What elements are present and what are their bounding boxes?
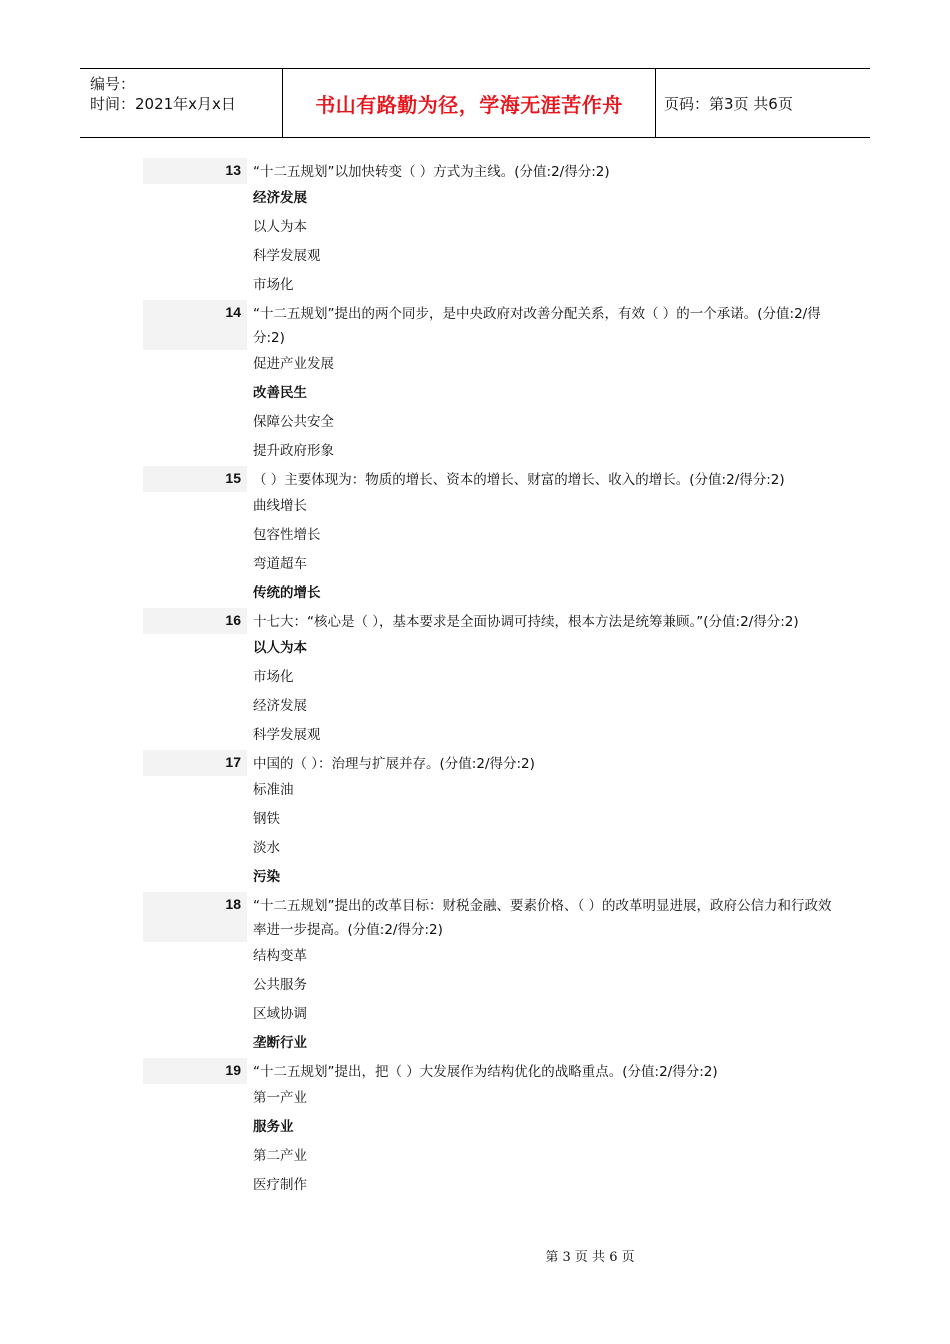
answer-option: 钢铁: [253, 811, 280, 827]
answer-option: 淡水: [253, 840, 280, 856]
question-number: 19: [143, 1058, 247, 1084]
question-text: 中国的（ ）：治理与扩展并存。(分值:2/得分:2): [253, 756, 535, 772]
question-text: 十七大：“核心是（ ），基本要求是全面协调可持续，根本方法是统筹兼顾。”(分值:2/得分:2): [253, 614, 799, 630]
answer-option: 促进产业发展: [253, 356, 334, 372]
question-text: “十二五规划”以加快转变（ ）方式为主线。(分值:2/得分:2): [253, 164, 610, 180]
answer-option: 科学发展观: [253, 248, 321, 264]
question-row: [143, 750, 833, 776]
header-page-number: 页码：第3页 共6页: [664, 94, 793, 113]
answer-option: 以人为本: [253, 219, 307, 235]
answer-option: 弯道超车: [253, 556, 307, 572]
question-row: [143, 608, 833, 634]
question-number: 17: [143, 750, 247, 776]
header-motto: 书山有路勤为径，学海无涯苦作舟: [283, 69, 656, 137]
question-text: （ ）主要体现为：物质的增长、资本的增长、财富的增长、收入的增长。(分值:2/得分:2): [253, 472, 785, 488]
answer-option-correct: 传统的增长: [253, 585, 321, 601]
answer-option: 市场化: [253, 669, 294, 685]
question-list: [143, 158, 833, 1200]
question-item: [143, 750, 833, 892]
question-item: [143, 158, 833, 300]
answer-option: 第一产业: [253, 1090, 307, 1106]
answer-option: 结构变革: [253, 948, 307, 964]
page-header: [80, 68, 870, 138]
question-row: [143, 892, 833, 942]
question-number: 15: [143, 466, 247, 492]
answer-option: 区域协调: [253, 1006, 307, 1022]
question-text: “十二五规划”提出的改革目标：财税金融、要素价格、（ ）的改革明显进展，政府公信力和行政效率进一步提高。(分值:2/得分:2): [253, 898, 832, 938]
answer-option-correct: 改善民生: [253, 385, 307, 401]
answer-option-correct: 垄断行业: [253, 1035, 307, 1051]
question-text: “十二五规划”提出，把（ ）大发展作为结构优化的战略重点。(分值:2/得分:2): [253, 1064, 718, 1080]
question-item: [143, 608, 833, 750]
question-number: 13: [143, 158, 247, 184]
answer-option-correct: 服务业: [253, 1119, 294, 1135]
page-footer: 第 3 页 共 6 页: [545, 1250, 635, 1265]
answer-option: 标准油: [253, 782, 294, 798]
answer-option: 保障公共安全: [253, 414, 334, 430]
answer-option-correct: 污染: [253, 869, 280, 885]
question-item: [143, 300, 833, 466]
question-number: 16: [143, 608, 247, 634]
time-label: 时间：2021年x月x日: [90, 95, 236, 113]
question-row: [143, 466, 833, 492]
answer-option: 市场化: [253, 277, 294, 293]
answer-option: 第二产业: [253, 1148, 307, 1164]
header-meta: [80, 69, 283, 137]
answer-option: 科学发展观: [253, 727, 321, 743]
answer-option: 公共服务: [253, 977, 307, 993]
answer-option: 经济发展: [253, 698, 307, 714]
answer-option-correct: 经济发展: [253, 190, 307, 206]
code-label: 编号：: [90, 75, 136, 93]
answer-option: 包容性增长: [253, 527, 321, 543]
question-text: “十二五规划”提出的两个同步，是中央政府对改善分配关系，有效（ ）的一个承诺。(分值:2/得分:2): [253, 306, 821, 346]
answer-option-correct: 以人为本: [253, 640, 307, 656]
question-number: 18: [143, 892, 247, 942]
question-item: [143, 892, 833, 1058]
answer-option: 提升政府形象: [253, 443, 334, 459]
answer-option: 医疗制作: [253, 1177, 307, 1193]
question-row: [143, 1058, 833, 1084]
question-row: [143, 158, 833, 184]
question-row: [143, 300, 833, 350]
question-item: [143, 1058, 833, 1200]
question-number: 14: [143, 300, 247, 350]
answer-option: 曲线增长: [253, 498, 307, 514]
question-item: [143, 466, 833, 608]
